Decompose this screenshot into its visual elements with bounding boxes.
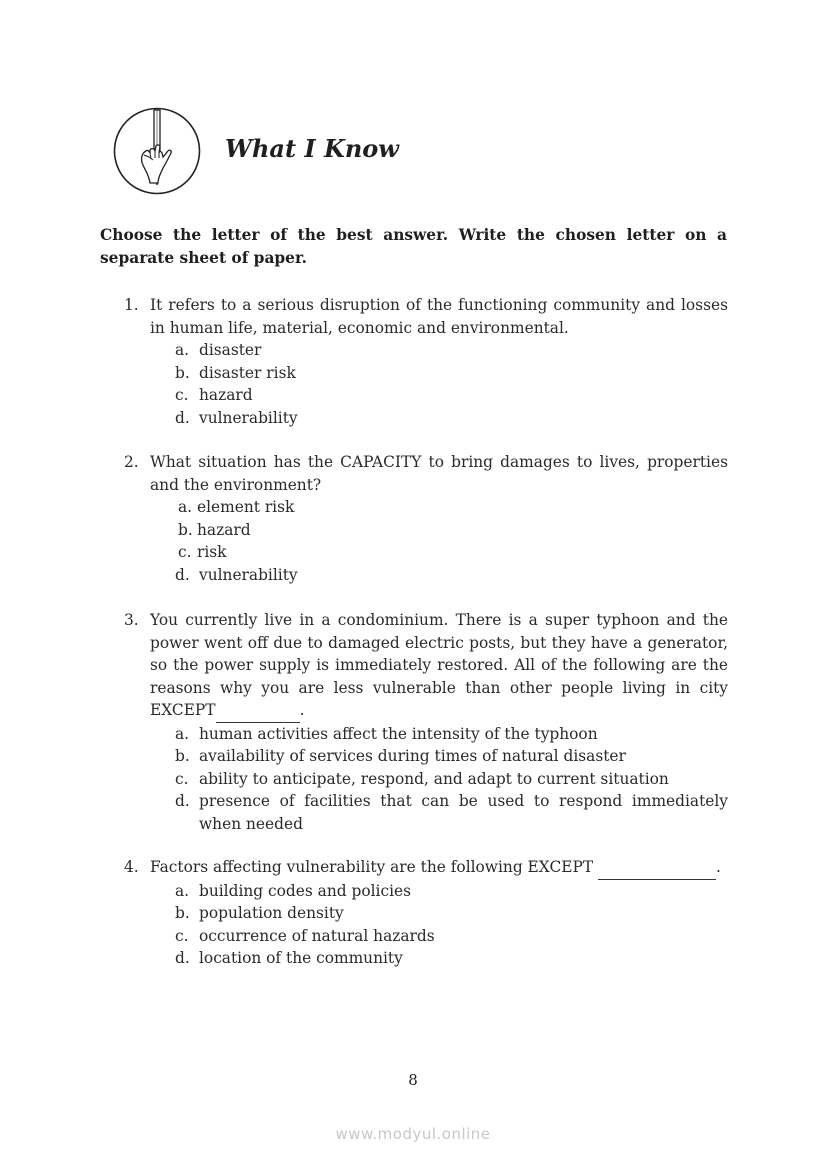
option-b	[175, 745, 728, 768]
option-d	[175, 564, 728, 587]
page-title: What I Know	[225, 134, 399, 163]
question-text: It refers to a serious disruption of the functioning community and losses in human life, material, economic and environmental.	[150, 296, 728, 337]
watermark: www.modyul.online	[335, 1125, 491, 1143]
option-text: location of the community	[199, 949, 403, 967]
option-letter: b.	[175, 904, 190, 922]
option-letter: b.	[178, 520, 193, 539]
option-c	[175, 384, 728, 407]
question-number: 4.	[124, 858, 139, 876]
question-text: Factors affecting vulnerability are the following EXCEPT .	[150, 856, 728, 880]
option-text: risk	[197, 543, 227, 561]
option-letter: d.	[175, 949, 190, 967]
option-text: population density	[199, 904, 344, 922]
question-3	[124, 609, 728, 835]
question-number: 1.	[124, 296, 139, 314]
option-text: element risk	[197, 498, 295, 516]
option-letter: a.	[175, 881, 190, 900]
answer-blank	[216, 699, 300, 723]
option-list	[175, 880, 728, 970]
question-text-body: Factors affecting vulnerability are the following EXCEPT	[150, 858, 594, 876]
question-4	[124, 856, 728, 970]
option-letter: d.	[175, 565, 190, 584]
question-text-body: You currently live in a condominium. There is a super typhoon and the power went off due to damaged electric posts, but they have a generator, so the power supply is immediately restored. All of the following are the reasons why you are less vulnerable than other people living in city EXCEPT	[150, 611, 728, 719]
option-letter: b.	[175, 747, 190, 765]
question-text: What situation has the CAPACITY to bring damages to lives, properties and the environment?	[150, 453, 728, 494]
option-text: hazard	[199, 386, 253, 404]
question-number: 2.	[124, 453, 139, 471]
option-letter: b.	[175, 363, 190, 382]
question-1	[124, 294, 728, 429]
answer-blank	[598, 856, 716, 880]
question-2	[124, 451, 728, 586]
option-d	[175, 790, 728, 835]
option-list	[175, 723, 728, 836]
option-d	[175, 407, 728, 430]
option-text: hazard	[197, 520, 251, 539]
option-text: availability of services during times of natural disaster	[199, 747, 626, 765]
option-d	[175, 947, 728, 970]
option-letter: a.	[175, 724, 190, 743]
instructions: Choose the letter of the best answer. Write the chosen letter on a separate sheet of paper.	[100, 226, 727, 267]
option-text: human activities affect the intensity of the typhoon	[199, 724, 598, 743]
question-number: 3.	[124, 611, 139, 629]
option-list	[175, 339, 728, 429]
option-letter: c.	[178, 543, 192, 561]
option-b	[175, 362, 728, 385]
question-text: You currently live in a condominium. There is a super typhoon and the power went off due to damaged electric posts, but they have a generator, so the power supply is immediately restored. All of the following are the reasons why you are less vulnerable than other people living in city EXCEPT .	[150, 609, 728, 723]
option-text: disaster	[199, 341, 262, 359]
option-a	[175, 339, 728, 362]
option-letter: c.	[175, 386, 189, 404]
option-a	[178, 496, 728, 519]
option-letter: d.	[175, 792, 190, 810]
option-text: vulnerability	[199, 565, 298, 584]
option-text: vulnerability	[199, 408, 298, 427]
option-letter: a.	[178, 498, 193, 516]
option-list	[175, 496, 728, 586]
option-letter: c.	[175, 769, 189, 788]
option-a	[175, 723, 728, 746]
option-b	[178, 519, 728, 542]
option-a	[175, 880, 728, 903]
option-text: presence of facilities that can be used to respond immediately when needed	[199, 792, 728, 833]
option-c	[175, 768, 728, 791]
option-b	[175, 902, 728, 925]
option-text: building codes and policies	[199, 881, 412, 900]
option-c	[178, 541, 728, 564]
option-c	[175, 925, 728, 948]
option-text: disaster risk	[199, 363, 296, 382]
option-letter: c.	[175, 926, 189, 945]
option-letter: a.	[175, 341, 190, 359]
pencil-hand-icon	[113, 107, 201, 195]
option-text: occurrence of natural hazards	[199, 926, 435, 945]
page-number: 8	[408, 1071, 418, 1089]
option-letter: d.	[175, 408, 190, 427]
option-text: ability to anticipate, respond, and adapt to current situation	[199, 769, 669, 788]
